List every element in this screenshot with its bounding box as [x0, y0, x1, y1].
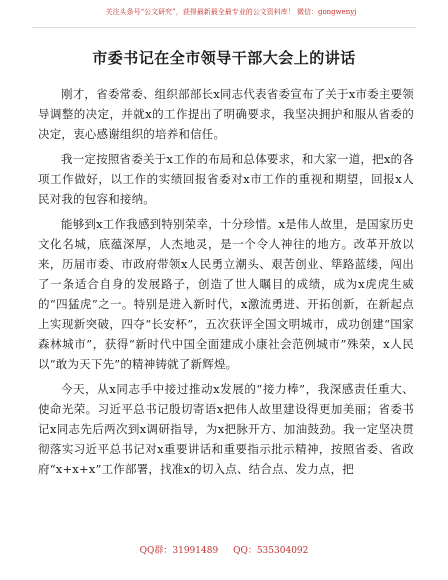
- paragraph: 今天，从x同志手中接过推动x发展的“接力棒”，我深感责任重大、使命光荣。习近平总书记殷切寄语x把伟人故里建设得更加美丽；省委书记x同志先后两次到x调研指导，为x把脉开方、加油鼓劲。我一定坚决贯彻落实习近平总书记对x重要讲话和重要指示批示精神，按照省委、省政府“x+x+x”工作部署，找准x的切入点、结合点、发力点，把: [38, 382, 414, 476]
- footer-qq-group: QQ群：31991489: [139, 546, 219, 556]
- document-title: 市委书记在全市领导干部大会上的讲话: [92, 49, 356, 67]
- footer-qq: QQ：535304092: [233, 546, 309, 556]
- footer-contact: [0, 545, 448, 557]
- header-note: 关注头条号“公文研究”，获得最新最全最专业的公文资料库！ 微信：gongwenyj: [105, 8, 357, 16]
- paragraph: 我一定按照省委关于x工作的布局和总体要求，和大家一道，把x的各项工作做好，以工作的实绩回报省委对x市工作的重视和期望，回报x人民对我的包容和接纳。: [38, 152, 414, 206]
- document-body: [38, 84, 414, 484]
- paragraph: 能够到x工作我感到特别荣幸，十分珍惜。x是伟人故里，是国家历史文化名城，底蕴深厚，人杰地灵，是一个令人神往的地方。改革开放以来，历届市委、市政府带领x人民勇立潮头、艰苦创业、筚路蓝缕，闯出了一条适合自身的发展路子，创造了世人瞩目的成绩，成为x虎虎生威的“四猛虎”之一。特别是进入新时代，x激流勇进、开拓创新，在新起点上实现新突破，四夺“长安杯”，五次获评全国文明城市，成功创建“国家森林城市”，获得“新时代中国全面建成小康社会范例城市”殊荣，x人民以“敢为天下先”的精神铸就了新辉煌。: [38, 217, 414, 371]
- paragraph: 刚才，省委常委、组织部部长x同志代表省委宣布了关于x市委主要领导调整的决定，并就x的工作提出了明确要求，我坚决拥护和服从省委的决定，衷心感谢组织的培养和信任。: [38, 87, 414, 141]
- header-divider: [32, 27, 416, 28]
